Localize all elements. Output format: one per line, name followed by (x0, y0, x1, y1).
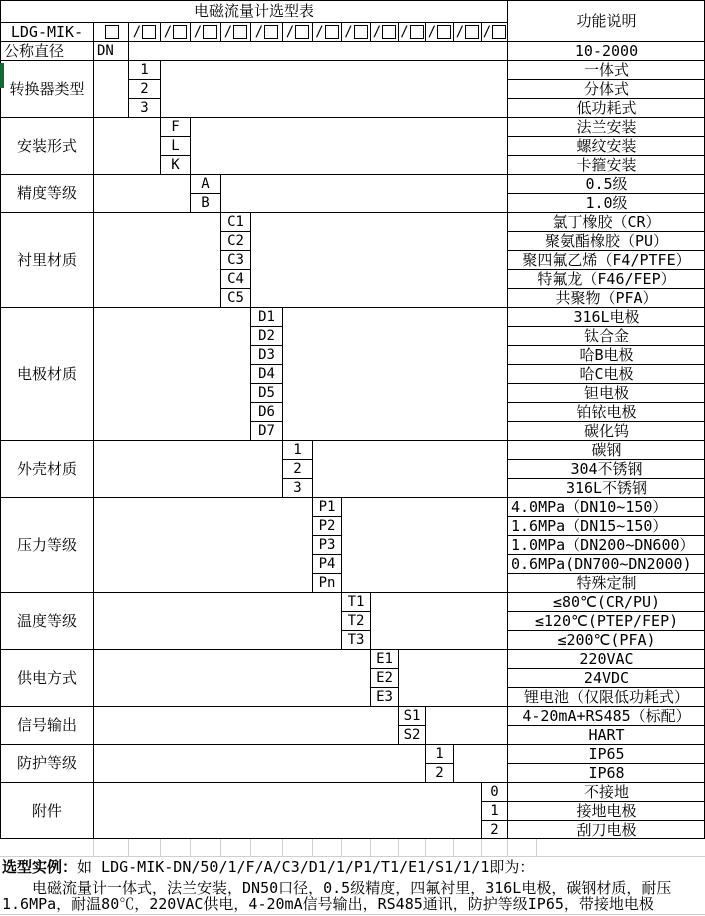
code-cell: T1 (341, 592, 370, 611)
code-cell: 0 (481, 782, 507, 801)
description-cell: 碳化钨 (507, 421, 705, 440)
placeholder-box-icon (437, 25, 451, 39)
category-label: 安装形式 (0, 117, 93, 174)
code-cell: 3 (282, 478, 312, 497)
grid-line (425, 839, 426, 856)
code-cell: D1 (250, 307, 282, 326)
grid-line (282, 839, 283, 856)
code-cell: 1 (481, 801, 507, 820)
description-cell: 316L不锈钢 (507, 478, 705, 497)
slash: / (315, 24, 324, 40)
code-cell: C5 (220, 288, 250, 307)
code-cell: T3 (341, 630, 370, 649)
description-cell: ≤120℃(PTEP/FEP) (507, 611, 705, 630)
code-cell: B (190, 193, 220, 212)
code-cell: D5 (250, 383, 282, 402)
empty-cell (93, 744, 425, 782)
example-description-line2: 1.6MPa，耐温80℃，220VAC供电，4-20mA信号输出，RS485通讯，防护等级IP65，带接地电极 (2, 895, 654, 914)
slash: / (132, 24, 142, 40)
description-cell: 0.5级 (507, 174, 705, 193)
page-title: 电磁流量计选型表 (0, 0, 507, 22)
example-heading (2, 857, 534, 879)
description-cell: 法兰安装 (507, 117, 705, 136)
code-cell: 1 (128, 60, 160, 79)
category-label: 衬里材质 (0, 212, 93, 307)
grid-line (481, 839, 482, 856)
empty-cell (312, 440, 507, 497)
description-cell: ≤80℃(CR/PU) (507, 592, 705, 611)
empty-cell (93, 592, 341, 649)
description-cell: 卡箍安装 (507, 155, 705, 174)
placeholder-box-icon (410, 25, 424, 39)
placeholder-box-icon (325, 25, 339, 39)
code-cell: F (160, 117, 190, 136)
code-slot-cell (220, 22, 250, 41)
code-slot-cell (190, 22, 220, 41)
description-cell: 钽电极 (507, 383, 705, 402)
placeholder-box-icon (105, 25, 119, 39)
grid-line (128, 839, 129, 856)
category-label: 附件 (0, 782, 93, 839)
code-cell: 2 (425, 763, 453, 782)
placeholder-box-icon (295, 25, 309, 39)
grid-line (93, 839, 94, 856)
code-cell: P3 (312, 535, 341, 554)
code-cell: 2 (282, 459, 312, 478)
description-cell: 铂铱电极 (507, 402, 705, 421)
table-bottom-border (0, 838, 705, 839)
model-prefix-cell: LDG-MIK- (0, 22, 93, 41)
function-column-header: 功能说明 (507, 0, 705, 41)
slash: / (427, 24, 437, 40)
grid-line (536, 839, 537, 856)
code-slot-cell (312, 22, 341, 41)
empty-cell (93, 649, 370, 706)
slash: / (254, 24, 264, 40)
grid-line (398, 839, 399, 856)
code-cell: L (160, 136, 190, 155)
empty-cell (282, 307, 507, 440)
description-cell: IP68 (507, 763, 705, 782)
description-cell: 聚氨酯橡胶（PU） (507, 231, 705, 250)
grid-line (341, 839, 342, 856)
description-cell: 共聚物（PFA） (507, 288, 705, 307)
description-cell: 螺纹安装 (507, 136, 705, 155)
slash: / (400, 24, 409, 40)
category-label: 外壳材质 (0, 440, 93, 497)
code-slot-cell (128, 22, 160, 41)
description-cell: 特殊定制 (507, 573, 705, 592)
code-cell: E3 (370, 687, 398, 706)
placeholder-box-icon (492, 25, 506, 39)
example-description-line1: 电磁流量计一体式，法兰安装，DN50口径，0.5级精度，四氟衬里，316L电极，碳钢材质，耐压 (32, 879, 672, 898)
code-cell: 1 (425, 744, 453, 763)
placeholder-box-icon (382, 25, 396, 39)
empty-cell (93, 174, 190, 212)
empty-cell (93, 60, 128, 117)
code-cell: E2 (370, 668, 398, 687)
example-heading-bold: 选型实例： (2, 858, 78, 877)
category-label: 转换器类型 (0, 60, 93, 117)
code-slot-cell (481, 22, 507, 41)
code-cell: C1 (220, 212, 250, 231)
code-cell: 2 (128, 79, 160, 98)
code-cell: DN (93, 41, 128, 60)
description-cell: 4-20mA+RS485（标配） (507, 706, 705, 725)
empty-cell (128, 41, 507, 60)
code-cell: A (190, 174, 220, 193)
description-cell: 碳钢 (507, 440, 705, 459)
slash: / (223, 24, 233, 40)
code-cell: 2 (481, 820, 507, 839)
empty-cell (250, 212, 507, 307)
description-cell: 接地电极 (507, 801, 705, 820)
code-cell: 1 (282, 440, 312, 459)
empty-cell (93, 782, 481, 839)
code-slot-cell (453, 22, 481, 41)
code-cell: 3 (128, 98, 160, 117)
category-label: 温度等级 (0, 592, 93, 649)
placeholder-box-icon (264, 25, 278, 39)
empty-cell (425, 706, 507, 744)
description-cell: 哈B电极 (507, 345, 705, 364)
description-cell: IP65 (507, 744, 705, 763)
placeholder-box-icon (233, 25, 247, 39)
code-slot-cell (250, 22, 282, 41)
category-label: 供电方式 (0, 649, 93, 706)
slash: / (455, 24, 465, 40)
placeholder-box-icon (142, 25, 156, 39)
empty-cell (93, 706, 398, 744)
category-label: 信号输出 (0, 706, 93, 744)
placeholder-box-icon (173, 25, 187, 39)
empty-cell (93, 117, 160, 174)
description-cell: 1.0级 (507, 193, 705, 212)
grid-line (250, 839, 251, 856)
code-slot-cell (398, 22, 425, 41)
description-cell: 4.0MPa（DN10~150） (507, 497, 705, 516)
slash: / (372, 24, 382, 40)
code-cell: C2 (220, 231, 250, 250)
category-label: 防护等级 (0, 744, 93, 782)
category-label: 公称直径 (0, 41, 93, 60)
code-cell: C3 (220, 250, 250, 269)
empty-cell (398, 649, 507, 706)
code-cell: D6 (250, 402, 282, 421)
description-cell: 特氟龙（F46/FEP） (507, 269, 705, 288)
code-slot-cell (282, 22, 312, 41)
description-cell: ≤200℃(PFA) (507, 630, 705, 649)
empty-cell (341, 497, 507, 592)
placeholder-box-icon (354, 25, 368, 39)
description-cell: 刮刀电极 (507, 820, 705, 839)
code-cell: T2 (341, 611, 370, 630)
empty-cell (160, 60, 507, 117)
code-slot-cell (341, 22, 370, 41)
grid-line (370, 839, 371, 856)
description-cell: 220VAC (507, 649, 705, 668)
code-slot-cell (370, 22, 398, 41)
slash: / (285, 24, 295, 40)
placeholder-box-icon (203, 25, 217, 39)
grid-line (312, 839, 313, 856)
empty-cell (370, 592, 507, 649)
description-cell: 钛合金 (507, 326, 705, 345)
category-label: 压力等级 (0, 497, 93, 592)
code-cell: S1 (398, 706, 425, 725)
description-cell: 1.0MPa（DN200~DN600） (507, 535, 705, 554)
empty-cell (190, 117, 507, 174)
description-cell: 一体式 (507, 60, 705, 79)
description-cell: 聚四氟乙烯（F4/PTFE） (507, 250, 705, 269)
description-cell: 24VDC (507, 668, 705, 687)
grid-line (453, 839, 454, 856)
empty-cell (93, 497, 312, 592)
empty-cell (93, 212, 220, 307)
grid-line (0, 914, 705, 915)
code-cell: D4 (250, 364, 282, 383)
code-slot-cell (93, 22, 128, 41)
description-cell: 316L电极 (507, 307, 705, 326)
empty-cell (93, 307, 250, 440)
slash: / (344, 24, 353, 40)
code-cell: D7 (250, 421, 282, 440)
code-slot-cell (160, 22, 190, 41)
green-marker (0, 63, 4, 88)
slash: / (482, 24, 492, 40)
description-cell: 低功耗式 (507, 98, 705, 117)
slash: / (193, 24, 203, 40)
example-heading-rest: 如 LDG-MIK-DN/50/1/F/A/C3/D1/1/P1/T1/E1/S1/1/1即为： (77, 858, 535, 877)
description-cell: 304不锈钢 (507, 459, 705, 478)
empty-cell (220, 174, 507, 212)
code-cell: P4 (312, 554, 341, 573)
code-cell: S2 (398, 725, 425, 744)
description-cell: 哈C电极 (507, 364, 705, 383)
code-slot-cell (425, 22, 453, 41)
empty-cell (93, 440, 282, 497)
grid-line (507, 839, 508, 856)
slash: / (163, 24, 173, 40)
code-cell: C4 (220, 269, 250, 288)
description-cell: 分体式 (507, 79, 705, 98)
grid-line (220, 839, 221, 856)
code-cell: P1 (312, 497, 341, 516)
description-cell: HART (507, 725, 705, 744)
description-cell: 氯丁橡胶（CR） (507, 212, 705, 231)
category-label: 电极材质 (0, 307, 93, 440)
grid-line (160, 839, 161, 856)
empty-cell (453, 744, 507, 782)
description-cell: 1.6MPa（DN15~150） (507, 516, 705, 535)
code-cell: D3 (250, 345, 282, 364)
description-cell: 锂电池（仅限低功耗式） (507, 687, 705, 706)
code-cell: D2 (250, 326, 282, 345)
description-cell: 10-2000 (507, 41, 705, 60)
code-cell: Pn (312, 573, 341, 592)
grid-line (190, 839, 191, 856)
code-cell: P2 (312, 516, 341, 535)
code-cell: E1 (370, 649, 398, 668)
description-cell: 不接地 (507, 782, 705, 801)
category-label: 精度等级 (0, 174, 93, 212)
placeholder-box-icon (465, 25, 479, 39)
code-cell: K (160, 155, 190, 174)
description-cell: 0.6MPa(DN700~DN2000) (507, 554, 705, 573)
